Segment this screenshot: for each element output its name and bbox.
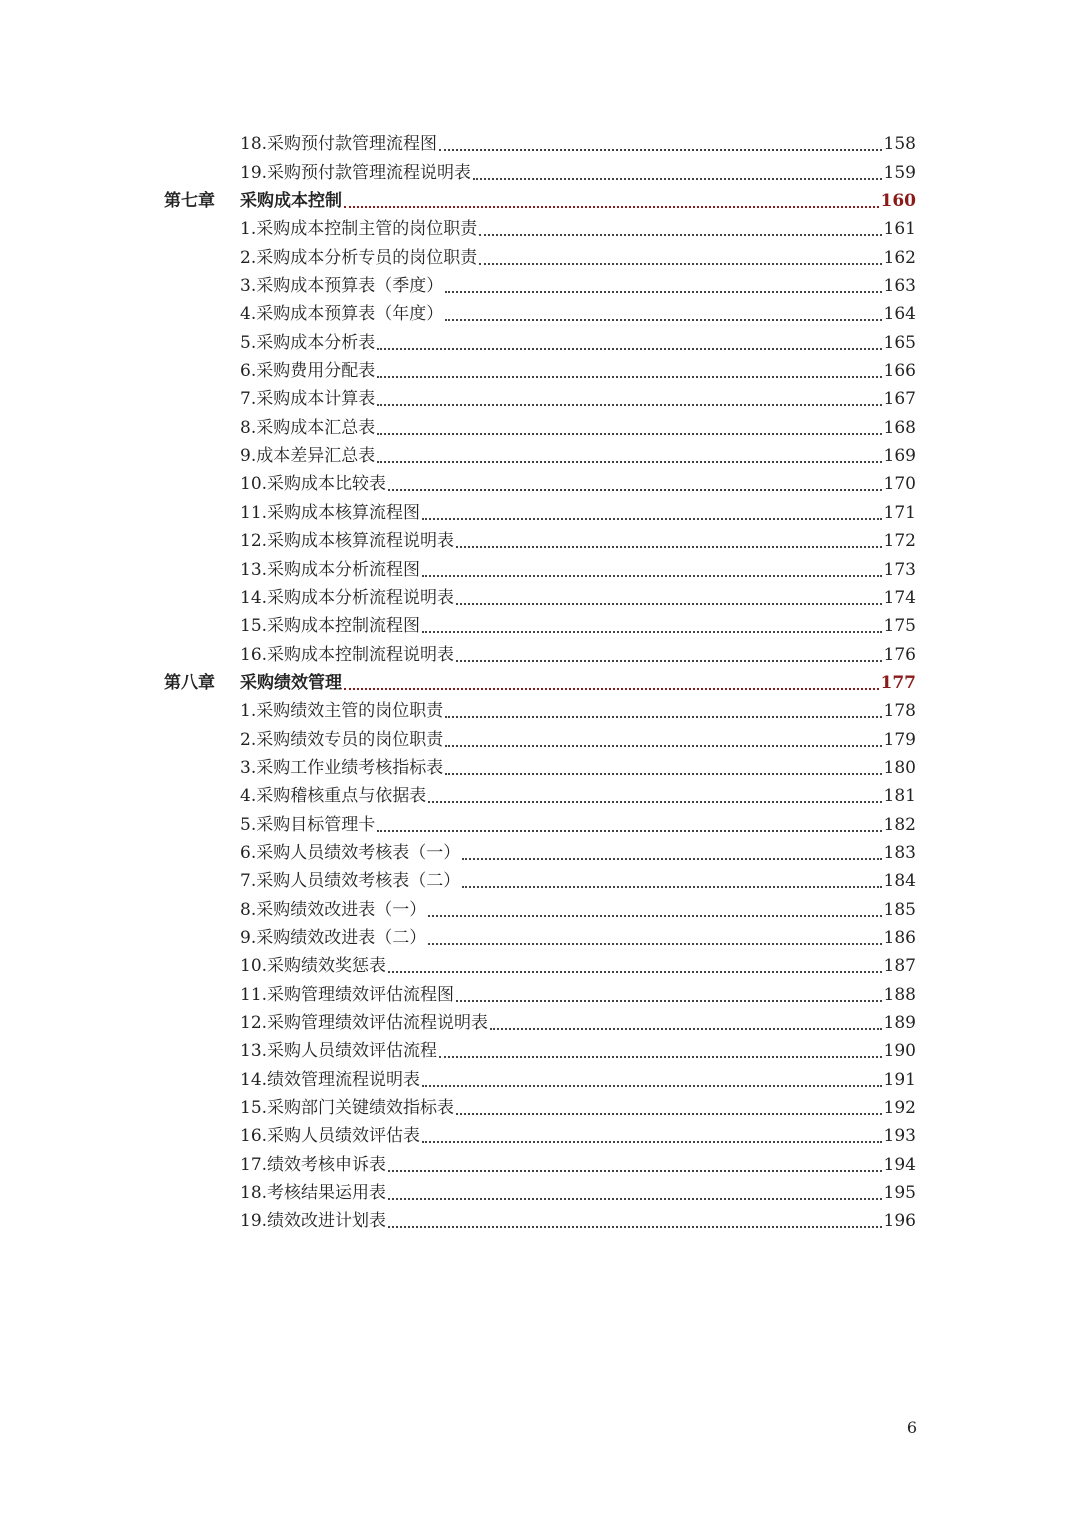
toc-entry-row[interactable]: [0, 130, 1080, 158]
dot-leader: [445, 319, 881, 321]
toc-entry-row[interactable]: [0, 1009, 1080, 1037]
entry-title: 6.采购费用分配表: [240, 361, 376, 382]
toc-chapter-row[interactable]: [0, 187, 1080, 215]
entry-page-number: 185: [883, 899, 916, 920]
entry-title: 6.采购人员绩效考核表（一）: [240, 842, 461, 863]
entry-page-number: 188: [883, 984, 916, 1005]
entry-title: 16.采购人员绩效评估表: [240, 1126, 421, 1147]
dot-leader: [377, 404, 881, 406]
entry-title: 16.采购成本控制流程说明表: [240, 644, 455, 665]
toc-entry-row[interactable]: [0, 1179, 1080, 1207]
entry-title: 10.采购成本比较表: [240, 474, 387, 495]
toc-entry-row[interactable]: [0, 867, 1080, 895]
toc-entry-row[interactable]: [0, 810, 1080, 838]
toc-entry-row[interactable]: [0, 1037, 1080, 1065]
dot-leader: [428, 915, 881, 917]
dot-leader: [462, 886, 881, 888]
entry-page-number: 181: [883, 786, 916, 807]
entry-title: 1.采购成本控制主管的岗位职责: [240, 219, 478, 240]
dot-leader: [456, 603, 882, 605]
entry-page-number: 174: [883, 587, 916, 608]
toc-entry-row[interactable]: [0, 725, 1080, 753]
dot-leader: [445, 291, 881, 293]
entry-page-number: 194: [883, 1154, 916, 1175]
toc-entry-row[interactable]: [0, 555, 1080, 583]
dot-leader: [388, 1198, 882, 1200]
entry-page-number: 180: [883, 757, 916, 778]
entry-page-number: 183: [883, 842, 916, 863]
toc-entry-row[interactable]: [0, 328, 1080, 356]
toc-entry-row[interactable]: [0, 300, 1080, 328]
entry-title: 9.成本差异汇总表: [240, 446, 376, 467]
entry-title: 11.采购成本核算流程图: [240, 502, 421, 523]
dot-leader: [456, 660, 882, 662]
toc-entry-row[interactable]: [0, 1094, 1080, 1122]
dot-leader: [377, 461, 881, 463]
entry-page-number: 195: [883, 1183, 916, 1204]
entry-title: 18.考核结果运用表: [240, 1183, 387, 1204]
toc-entry-row[interactable]: [0, 924, 1080, 952]
entry-page-number: 169: [883, 446, 916, 467]
toc-entry-row[interactable]: [0, 158, 1080, 186]
page-number: 6: [906, 1418, 917, 1437]
entry-title: 12.采购管理绩效评估流程说明表: [240, 1013, 489, 1033]
entry-page-number: 164: [883, 304, 916, 325]
entry-title: 14.绩效管理流程说明表: [240, 1069, 421, 1090]
toc-entry-row[interactable]: [0, 442, 1080, 470]
dot-leader: [377, 433, 881, 435]
dot-leader: [377, 830, 881, 832]
entry-page-number: 175: [883, 616, 916, 637]
entry-page-number: 177: [880, 672, 916, 693]
entry-page-number: 186: [883, 927, 916, 948]
entry-title: 12.采购成本核算流程说明表: [240, 531, 455, 552]
entry-page-number: 179: [883, 729, 916, 750]
entry-page-number: 161: [883, 219, 916, 240]
entry-page-number: 170: [883, 474, 916, 495]
entry-title: 2.采购成本分析专员的岗位职责: [240, 247, 478, 268]
dot-leader: [445, 716, 881, 718]
entry-title: 14.采购成本分析流程说明表: [240, 587, 455, 608]
toc-entry-row[interactable]: [0, 697, 1080, 725]
entry-page-number: 189: [883, 1013, 916, 1033]
toc-entry-row[interactable]: [0, 980, 1080, 1008]
entry-page-number: 192: [883, 1098, 916, 1119]
entry-page-number: 187: [883, 956, 916, 977]
entry-page-number: 191: [883, 1069, 916, 1090]
dot-leader: [388, 971, 882, 973]
dot-leader: [422, 1085, 882, 1087]
toc-entry-row[interactable]: [0, 584, 1080, 612]
entry-page-number: 162: [883, 247, 916, 268]
entry-page-number: 167: [883, 389, 916, 410]
entry-page-number: 182: [883, 814, 916, 835]
dot-leader: [479, 263, 881, 265]
dot-leader: [428, 801, 881, 803]
table-of-contents: [0, 130, 1080, 1235]
entry-title: 19.绩效改进计划表: [240, 1211, 387, 1232]
entry-page-number: 158: [883, 134, 916, 155]
dot-leader: [377, 348, 881, 350]
entry-page-number: 193: [883, 1126, 916, 1147]
toc-entry-row[interactable]: [0, 640, 1080, 668]
toc-entry-row[interactable]: [0, 385, 1080, 413]
entry-title: 15.采购部门关键绩效指标表: [240, 1098, 455, 1119]
entry-page-number: 171: [883, 502, 916, 523]
toc-entry-row[interactable]: [0, 527, 1080, 555]
entry-title: 5.采购目标管理卡: [240, 814, 376, 835]
entry-title: 9.采购绩效改进表（二）: [240, 927, 427, 948]
toc-entry-row[interactable]: [0, 754, 1080, 782]
entry-page-number: 184: [883, 871, 916, 892]
dot-leader: [388, 489, 882, 491]
toc-entry-row[interactable]: [0, 357, 1080, 385]
toc-entry-row[interactable]: [0, 612, 1080, 640]
entry-page-number: 176: [883, 644, 916, 665]
entry-title: 3.采购工作业绩考核指标表: [240, 757, 444, 778]
toc-entry-row[interactable]: [0, 272, 1080, 300]
dot-leader: [388, 1226, 882, 1228]
entry-title: 3.采购成本预算表（季度）: [240, 276, 444, 297]
entry-title: 8.采购绩效改进表（一）: [240, 899, 427, 920]
entry-title: 7.采购人员绩效考核表（二）: [240, 871, 461, 892]
toc-entry-row[interactable]: [0, 839, 1080, 867]
toc-chapter-row[interactable]: [0, 669, 1080, 697]
entry-title: 11.采购管理绩效评估流程图: [240, 984, 455, 1005]
chapter-number: 第七章: [164, 191, 215, 212]
toc-entry-row[interactable]: [0, 243, 1080, 271]
dot-leader: [490, 1028, 882, 1030]
entry-title: 10.采购绩效奖惩表: [240, 956, 387, 977]
dot-leader: [422, 518, 882, 520]
dot-leader: [428, 943, 881, 945]
entry-title: 2.采购绩效专员的岗位职责: [240, 729, 444, 750]
entry-page-number: 190: [883, 1041, 916, 1062]
dot-leader: [377, 376, 881, 378]
dot-leader: [456, 546, 882, 548]
toc-entry-row[interactable]: [0, 1122, 1080, 1150]
toc-entry-row[interactable]: [0, 470, 1080, 498]
entry-page-number: 165: [883, 332, 916, 353]
entry-title: 7.采购成本计算表: [240, 389, 376, 410]
dot-leader: [439, 149, 882, 151]
dot-leader: [479, 234, 881, 236]
entry-title: 13.采购人员绩效评估流程: [240, 1041, 438, 1062]
entry-title: 4.采购稽核重点与依据表: [240, 786, 427, 807]
chapter-number: 第八章: [164, 672, 215, 693]
entry-page-number: 160: [880, 191, 916, 212]
entry-page-number: 178: [883, 701, 916, 722]
entry-title: 1.采购绩效主管的岗位职责: [240, 701, 444, 722]
toc-entry-row[interactable]: [0, 413, 1080, 441]
entry-title: 17.绩效考核申诉表: [240, 1154, 387, 1175]
entry-page-number: 163: [883, 276, 916, 297]
entry-page-number: 159: [883, 162, 916, 183]
entry-title: 8.采购成本汇总表: [240, 417, 376, 438]
chapter-title: 采购成本控制: [240, 191, 342, 212]
dot-leader: [456, 1000, 882, 1002]
dot-leader: [344, 206, 879, 208]
toc-entry-row[interactable]: [0, 498, 1080, 526]
entry-page-number: 168: [883, 417, 916, 438]
entry-page-number: 196: [883, 1211, 916, 1232]
dot-leader: [439, 1056, 882, 1058]
entry-title: 15.采购成本控制流程图: [240, 616, 421, 637]
entry-title: 5.采购成本分析表: [240, 332, 376, 353]
dot-leader: [422, 631, 882, 633]
dot-leader: [456, 1113, 882, 1115]
dot-leader: [344, 688, 879, 690]
entry-page-number: 173: [883, 559, 916, 580]
toc-entry-row[interactable]: [0, 895, 1080, 923]
entry-page-number: 172: [883, 531, 916, 552]
dot-leader: [388, 1170, 882, 1172]
dot-leader: [445, 745, 881, 747]
entry-page-number: 166: [883, 361, 916, 382]
entry-title: 4.采购成本预算表（年度）: [240, 304, 444, 325]
dot-leader: [473, 178, 882, 180]
chapter-title: 采购绩效管理: [240, 672, 342, 693]
toc-entry-row[interactable]: [0, 1150, 1080, 1178]
entry-title: 13.采购成本分析流程图: [240, 559, 421, 580]
toc-entry-row[interactable]: [0, 1065, 1080, 1093]
dot-leader: [445, 773, 881, 775]
entry-title: 19.采购预付款管理流程说明表: [240, 162, 472, 183]
dot-leader: [462, 858, 881, 860]
toc-entry-row[interactable]: [0, 782, 1080, 810]
dot-leader: [422, 575, 882, 577]
toc-entry-row[interactable]: [0, 1207, 1080, 1235]
toc-entry-row[interactable]: [0, 215, 1080, 243]
toc-entry-row[interactable]: [0, 952, 1080, 980]
entry-title: 18.采购预付款管理流程图: [240, 134, 438, 155]
dot-leader: [422, 1141, 882, 1143]
